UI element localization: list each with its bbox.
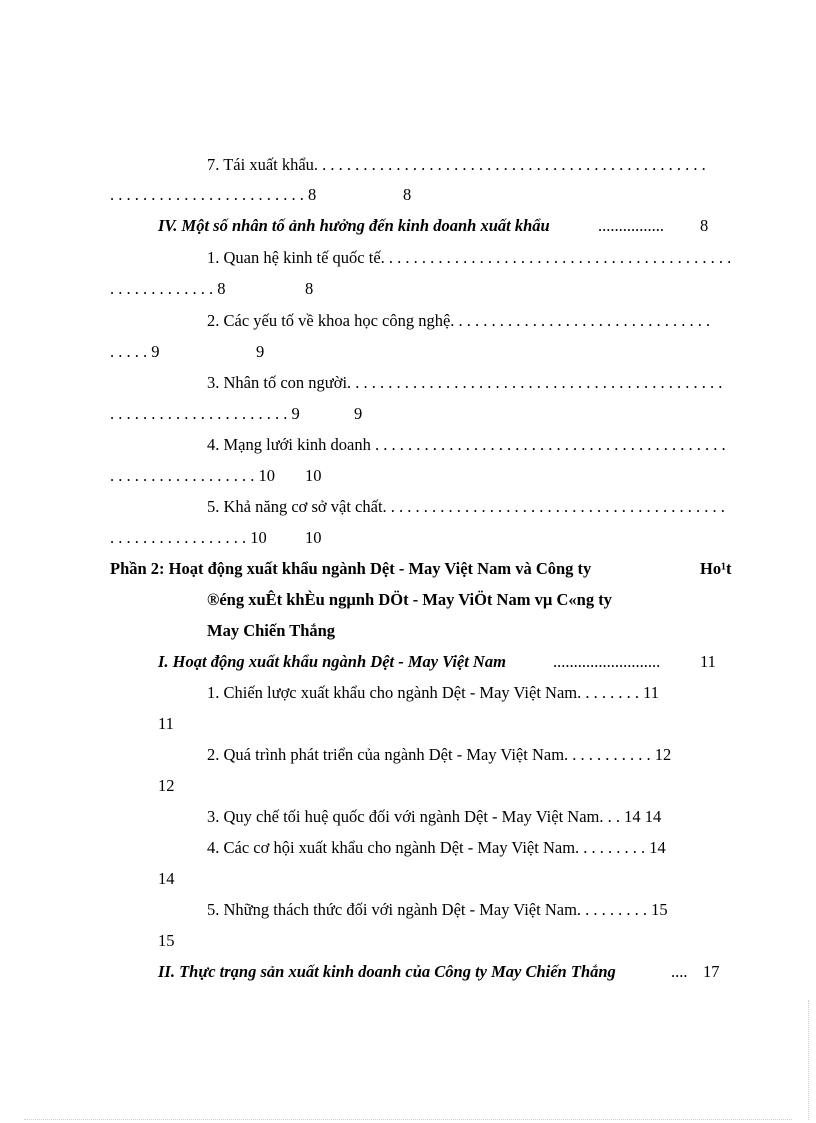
toc-item-7-line2: . . . . . . . . . . . . . . . . . . . . . . . . 8	[110, 185, 317, 204]
toc-p2-section-ii-title: II. Thực trạng sản xuất kinh doanh của Công ty May Chiến Thắng	[158, 962, 616, 981]
toc-item-4-page: 10	[305, 466, 322, 485]
toc-item-2-line2: . . . . . 9	[110, 342, 160, 361]
toc-item-5-line1: 5. Khả năng cơ sở vật chất. . . . . . . . . . . . . . . . . . . . . . . . . . . . . . . . . . . . . . . . . .	[207, 497, 725, 516]
toc-item-5-page: 10	[305, 528, 322, 547]
toc-part-2-title: Phần 2: Hoạt động xuất khẩu ngành Dệt - May Việt Nam và Công ty	[110, 559, 592, 578]
toc-p2-item-4: 4. Các cơ hội xuất khẩu cho ngành Dệt - May Việt Nam. . . . . . . . . 14	[207, 838, 666, 857]
page-bottom-border	[24, 1119, 792, 1120]
toc-item-4-line2: . . . . . . . . . . . . . . . . . . 10	[110, 466, 275, 485]
toc-section-iv-title: IV. Một số nhân tố ảnh hưởng đến kinh doanh xuất khẩu	[158, 216, 550, 235]
toc-item-1-page: 8	[305, 279, 314, 298]
toc-p2-item-3: 3. Quy chế tối huệ quốc đối với ngành Dệt - May Việt Nam. . . 14 14	[207, 807, 662, 826]
page-right-border	[808, 1000, 809, 1120]
toc-item-7-page: 8	[403, 185, 412, 204]
toc-item-3-line2: . . . . . . . . . . . . . . . . . . . . . . 9	[110, 404, 300, 423]
toc-item-3-line1: 3. Nhân tố con người. . . . . . . . . . . . . . . . . . . . . . . . . . . . . . . . . . . . . . . . . . . . . .	[207, 373, 723, 392]
toc-item-2-line1: 2. Các yếu tố về khoa học công nghệ. . . . . . . . . . . . . . . . . . . . . . . . . . . . . . . .	[207, 311, 711, 330]
toc-p2-item-2: 2. Quá trình phát triển của ngành Dệt - May Việt Nam. . . . . . . . . . . 12	[207, 745, 672, 764]
toc-p2-section-i-dots: ..........................	[553, 652, 661, 671]
toc-p2-item-5: 5. Những thách thức đối với ngành Dệt - May Việt Nam. . . . . . . . . 15	[207, 900, 668, 919]
toc-p2-item-5-page: 15	[158, 931, 175, 950]
toc-item-7-line1: 7. Tái xuất khẩu. . . . . . . . . . . . . . . . . . . . . . . . . . . . . . . . . . . . . . . . . . . . . . . .	[207, 155, 706, 174]
toc-p2-section-i-page: 11	[700, 652, 716, 671]
toc-p2-item-1: 1. Chiến lược xuất khẩu cho ngành Dệt - May Việt Nam. . . . . . . . 11	[207, 683, 660, 702]
toc-p2-section-ii-dots: ....	[671, 962, 688, 981]
toc-item-1-line2: . . . . . . . . . . . . . 8	[110, 279, 226, 298]
toc-section-iv-dots: ................	[598, 216, 664, 235]
toc-item-4-line1: 4. Mạng lưới kinh doanh . . . . . . . . . . . . . . . . . . . . . . . . . . . . . . . . . . . . . . . . . . .	[207, 435, 726, 454]
toc-part-2-title-line3: May Chiến Thắng	[207, 621, 336, 640]
toc-part-2-garbled-2: ®éng xuÊt khÈu ngµnh DÖt - May ViÖt Nam vµ C«ng ty	[207, 590, 612, 609]
toc-item-5-line2: . . . . . . . . . . . . . . . . . 10	[110, 528, 267, 547]
toc-p2-section-i-title: I. Hoạt động xuất khẩu ngành Dệt - May Việt Nam	[158, 652, 506, 671]
toc-part-2-garbled-1: Ho¹t	[700, 559, 732, 578]
toc-p2-item-1-page: 11	[158, 714, 174, 733]
toc-section-iv-page: 8	[700, 216, 709, 235]
toc-p2-item-2-page: 12	[158, 776, 175, 795]
toc-item-1-line1: 1. Quan hệ kinh tế quốc tế. . . . . . . . . . . . . . . . . . . . . . . . . . . . . . . . . . . . . . . . . . .	[207, 248, 732, 267]
toc-p2-section-ii-page: 17	[703, 962, 720, 981]
toc-p2-item-4-page: 14	[158, 869, 175, 888]
toc-item-2-page: 9	[256, 342, 265, 361]
toc-item-3-page: 9	[354, 404, 363, 423]
